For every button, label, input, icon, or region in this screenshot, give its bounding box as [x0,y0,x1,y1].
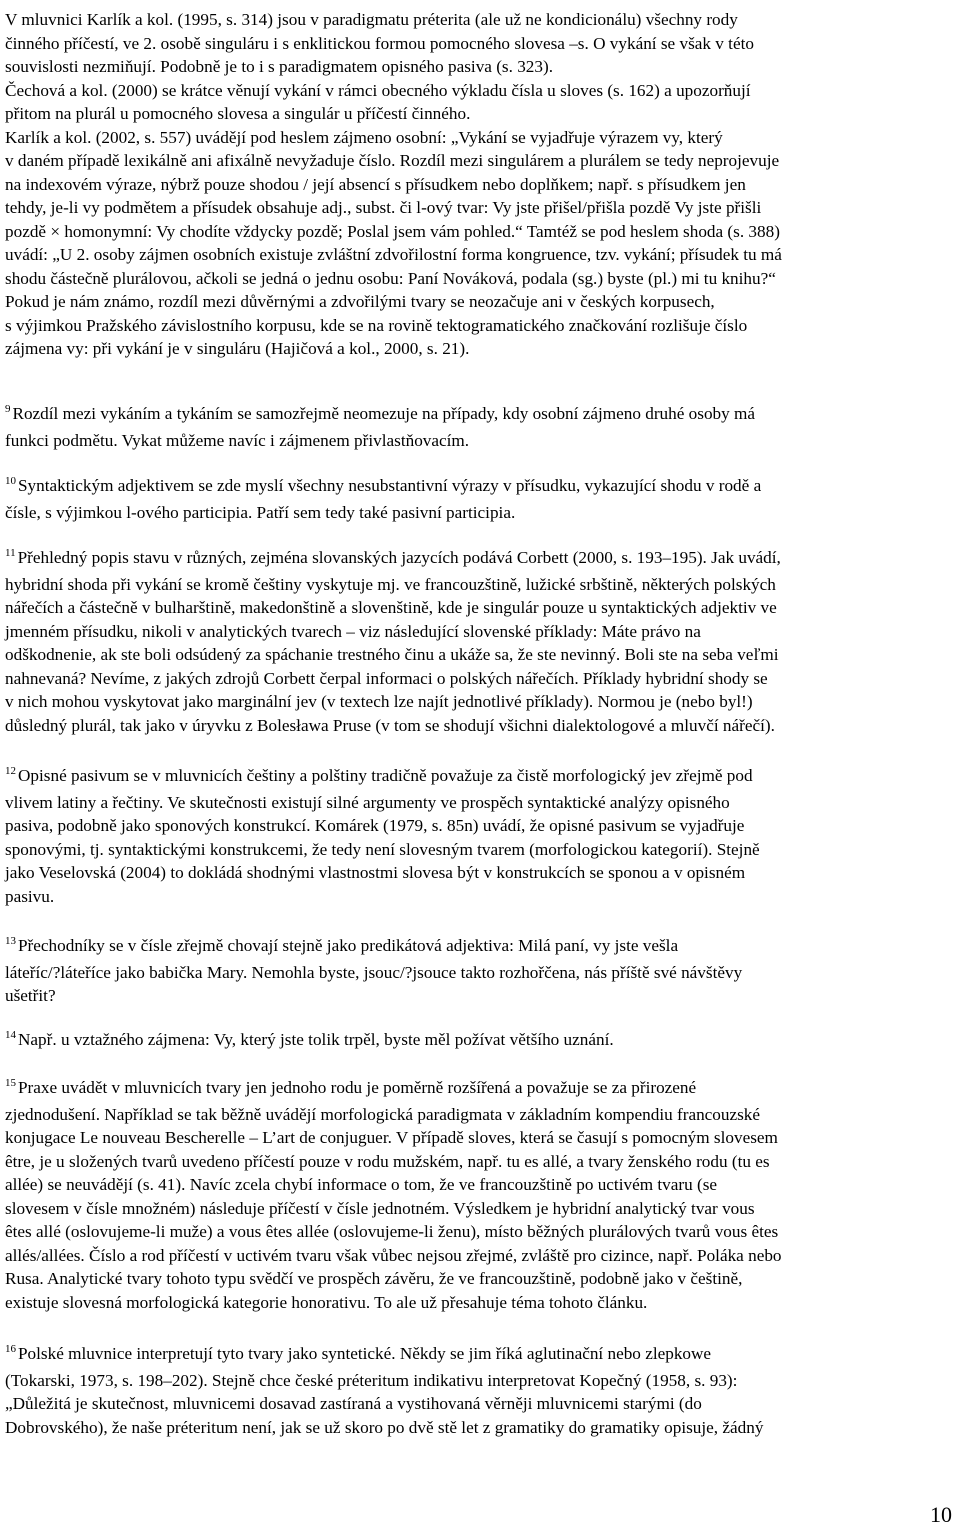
text-line: sponovými, tj. syntaktickými konstrukcemi, že tedy není slovesným tvarem (morfologickou kategorií). Stejně [5,839,760,859]
text-line: přitom na plurál u pomocného slovesa a singulár u příčestí činného. [5,104,471,123]
footnote-number: 9 [5,403,11,415]
text-line [5,1076,945,1103]
footnote-text: Syntaktickým adjektivem se zde myslí všechny nesubstantivní výrazy v přísudku, vykazující shodu v rodě a [18,476,762,495]
text-line: činného příčestí, ve 2. osobě singuláru i s enklitickou formou pomocného slovesa –s. O vykání se však v této [5,33,754,53]
text-line: nářečích a částečně v bulharštině, makedonštině a slovenštině, kde je singulár pouze u syntaktických adjektiv ve [5,598,777,617]
text-line: allés/allées. Číslo a rod příčestí v uctivém tvaru však vůbec nejsou zřejmé, zvláště pro cizince, např. Poláka nebo [5,1245,782,1265]
footnote-number: 13 [5,935,16,947]
text-line: důsledný plurál, tak jako v úryvku z Bolesława Pruse (v tom se shodují všichni dialektologové a mluvčí nářečí). [5,715,775,735]
text-line: slovesem v čísle množném) následuje příčestí v čísle jednotném. Výsledkem je hybridní analytický tvar vous [5,1198,755,1218]
footnote-13 [5,934,945,1008]
text-line: souvislosti nezmiňují. Podobně je to i s paradigmatem opisného pasiva (s. 323). [5,57,554,76]
text-line: v daném případě lexikálně ani afixálně nevyžaduje číslo. Rozdíl mezi singulárem a plurálem se tedy neprojevuje [5,151,780,170]
text-line: v nich mohou vyskytovat jako marginální jev (v textech lze najít jednotlivé příklady). Normou je (nebo byl!) [5,692,753,711]
footnote-text: Rozdíl mezi vykáním a tykáním se samozřejmě neomezuje na případy, kdy osobní zájmeno druhé osoby má [12,404,756,423]
text-line [5,764,945,791]
text-line: être, je u složených tvarů uvedeno příčestí pouze v rodu mužském, např. tu es allé, a tvary ženského rodu (tu es [5,1151,770,1171]
text-line: shodu částečně plurálovou, ačkoli se jedná o jednu osobu: Paní Nováková, podala (sg.) byste (pl.) mi tu knihu?“ [5,268,776,288]
text-line: čísle, s výjimkou l-ového participia. Patří sem tedy také pasivní participia. [5,502,516,522]
footnote-number: 12 [5,765,16,777]
text-line: Čechová a kol. (2000) se krátce věnují vykání v rámci obecného výkladu čísla u sloves (s. 162) a upozorňují [5,80,751,100]
footnote-10 [5,474,945,524]
text-line: vlivem latiny a řečtiny. Ve skutečnosti existují silné argumenty ve prospěch syntaktické analýzy opisného [5,792,730,812]
text-line: pozdě × homonymní: Vy chodíte vždycky pozdě; Poslal jsem vám pohled.“ Tamtéž se pod heslem shoda (s. 388) [5,221,780,241]
text-line: Rusa. Analytické tvary tohoto typu svědčí ve prospěch závěru, že ve francouzštině, podobně jako v češtině, [5,1269,743,1288]
text-line: allée) se neuvádějí (s. 41). Navíc zcela chybí informace o tom, že ve francouzštině po uctivém tvaru (se [5,1175,718,1194]
text-line: tehdy, je-li vy podmětem a přísudek obsahuje adj., subst. či l-ový tvar: Vy jste přišel/přišla pozdě Vy jste přišli [5,198,762,217]
footnote-number: 15 [5,1077,16,1089]
text-line [5,474,945,501]
text-line: zájmena vy: při vykání je v singuláru (Hajičová a kol., 2000, s. 21). [5,339,470,358]
text-line: Dobrovského), že naše préteritum není, jak se už skoro po dvě stě let z gramatiky do gramatiky opisuje, žádný [5,1417,764,1437]
text-line: V mluvnici Karlík a kol. (1995, s. 314) jsou v paradigmatu préterita (ale už ne kondicionálu) všechny rody [5,10,738,29]
footnote-11 [5,546,945,737]
text-line: Pokud je nám známo, rozdíl mezi důvěrnými a zdvořilými tvary se neozačuje ani v českých korpusech, [5,292,715,311]
text-line: s výjimkou Pražského závislostního korpusu, kde se na rovině tektogramatického značkování rozlišuje číslo [5,315,748,335]
page-number: 10 [930,1502,952,1527]
text-line [5,402,945,429]
text-line: jako Veselovská (2004) to dokládá shodnými vlastnostmi slovesa být v konstrukcích se sponou a v opisném [5,863,746,882]
text-line: funkci podmětu. Vykat můžeme navíc i zájmenem přivlastňovacím. [5,430,470,450]
text-line: konjugace Le nouveau Bescherelle – L’art de conjuguer. V případě sloves, která se časují s pomocným slovesem [5,1128,778,1147]
footnote-15 [5,1076,945,1314]
text-line: jmenném přísudku, nikoli v analytických tvarech – viz následující slovenské příklady: Máte právo na [5,621,701,641]
footnote-16 [5,1342,945,1439]
footnote-text: Přehledný popis stavu v různých, zejména slovanských jazycích podává Corbett (2000, s. 193–195). Jak uvádí, [17,548,781,567]
text-line: na indexovém výraze, nýbrž pouze shodou / její absencí s přísudkem nebo doplňkem; např. s přísudkem jen [5,174,746,194]
footnote-9 [5,402,945,452]
text-line: odškodnenie, ak ste boli odsúdený za spáchanie trestného činu a ukáže sa, že ste nevinný. Boli ste na seba veľmi [5,645,779,664]
footnote-12 [5,764,945,908]
text-line: zjednodušení. Například se tak běžně uvádějí morfologická paradigmata v základním kompendiu francouzské [5,1104,761,1124]
footnote-number: 10 [5,475,16,487]
footnote-text: Praxe uvádět v mluvnicích tvary jen jednoho rodu je poměrně rozšířená a považuje se za přirozené [18,1078,697,1097]
text-line: ušetřit? [5,986,56,1005]
text-line: êtes allé (oslovujeme-li muže) a vous êtes allée (oslovujeme-li ženu), místo běžných plurálových tvarů vous êtes [5,1222,779,1241]
text-line: pasiva, podobně jako sponových konstrukcí. Komárek (1979, s. 85n) uvádí, že opisné pasivum se vyjadřuje [5,816,745,835]
text-line [5,934,945,961]
footnote-text: Opisné pasivum se v mluvnicích češtiny a polštiny tradičně považuje za čistě morfologický jev zřejmě pod [18,766,753,785]
footnote-14 [5,1028,945,1055]
text-line: existuje slovesná morfologická kategorie honorativu. To ale už přesahuje téma tohoto článku. [5,1292,648,1312]
text-line: pasivu. [5,886,55,906]
text-line: (Tokarski, 1973, s. 198–202). Stejně chce české préteritum indikativu interpretovat Kopečný (1958, s. 93): [5,1370,738,1390]
footnote-number: 16 [5,1343,16,1355]
text-line: hybridní shoda při vykání se kromě češtiny vyskytuje mj. ve francouzštině, lužické srbštině, některých polských [5,574,776,594]
footnote-text: Přechodníky se v čísle zřejmě chovají stejně jako predikátová adjektiva: Milá paní, vy jste vešla [18,936,679,955]
text-line: Karlík a kol. (2002, s. 557) uvádějí pod heslem zájmeno osobní: „Vykání se vyjadřuje výrazem vy, který [5,127,723,147]
footnote-number: 11 [5,547,16,559]
text-line [5,546,945,573]
footnote-text: Polské mluvnice interpretují tyto tvary jako syntetické. Někdy se jim říká aglutinační nebo zlepkowe [18,1344,712,1363]
text-line: „Důležitá je skutečnost, mluvnicemi dosavad zastíraná a vystihovaná věrněji mluvnicemi starými (do [5,1394,702,1413]
text-line [5,1028,945,1055]
footnote-text: Např. u vztažného zájmena: Vy, který jste tolik trpěl, byste měl požívat většího uznání. [18,1030,614,1049]
text-line: nahnevaná? Nevíme, z jakých zdrojů Corbett čerpal informaci o polských nářečích. Příklady hybridní shody se [5,668,768,688]
text-line: uvádí: „U 2. osoby zájmen osobních existuje zvláštní zdvořilostní forma kongruence, tzv. vykání; přísudek tu má [5,245,782,264]
intro-paragraph [5,8,945,361]
text-line: láteříc/?láteříce jako babička Mary. Nemohla byste, jsouc/?jsouce takto rozhořčena, nás příště své návštěvy [5,962,743,982]
footnote-number: 14 [5,1029,16,1041]
text-line [5,1342,945,1369]
